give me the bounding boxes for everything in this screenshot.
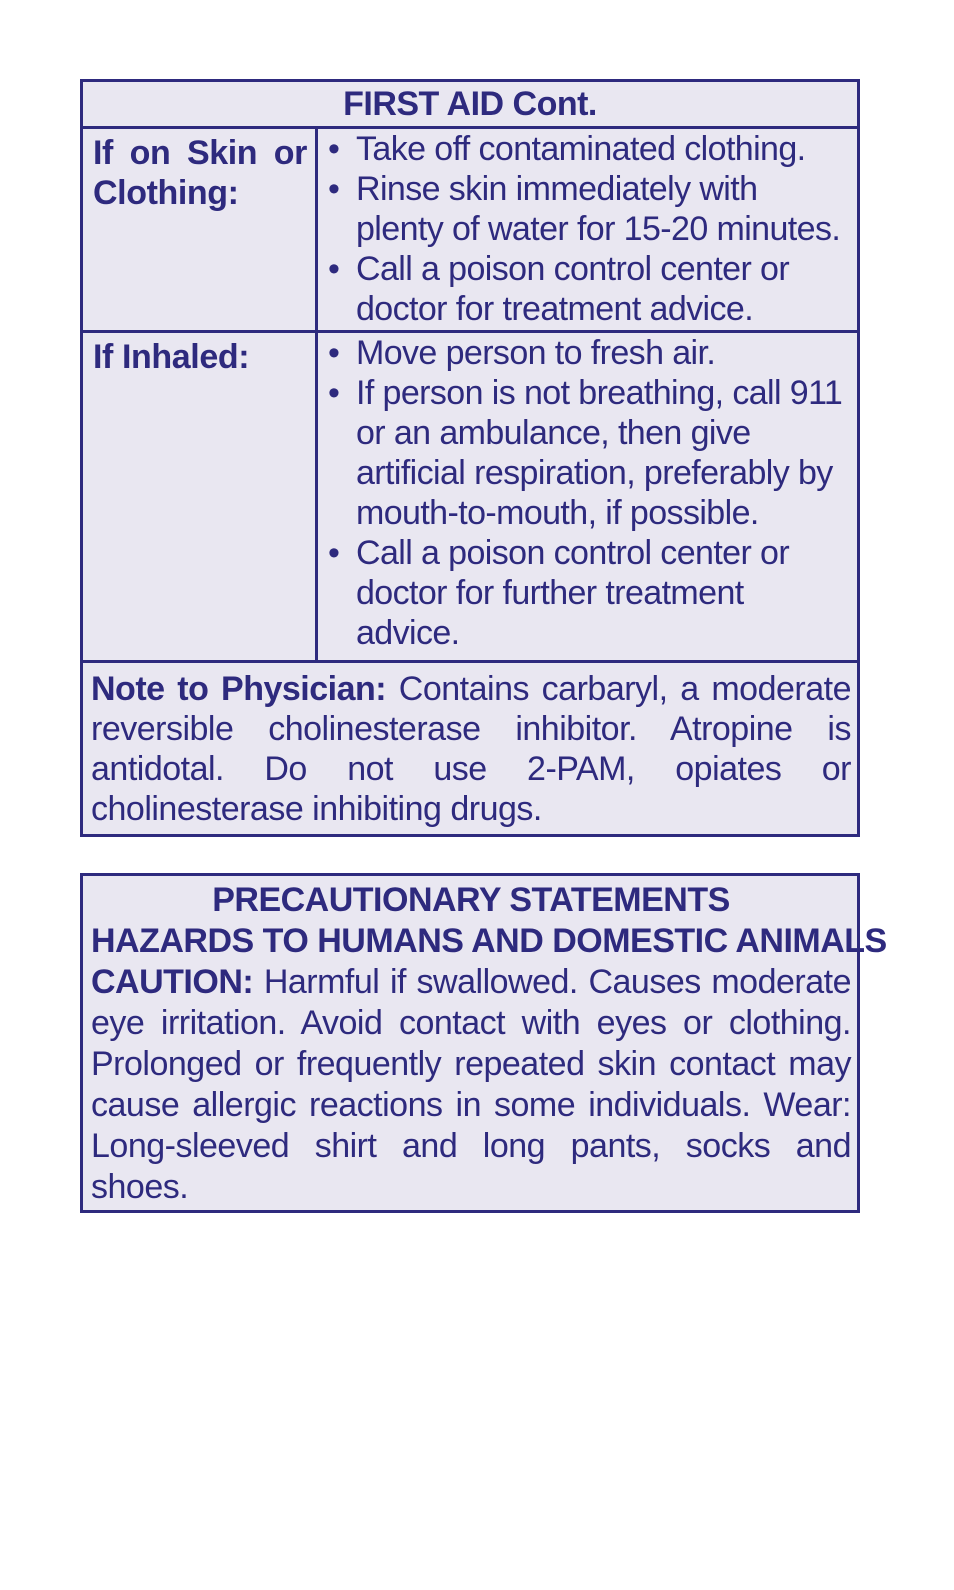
inhaled-label: If Inhaled: xyxy=(83,333,318,660)
list-item: • Call a poison control center or doctor for treatment advice. xyxy=(328,250,790,328)
precautionary-panel xyxy=(80,873,887,1213)
inhaled-instructions xyxy=(318,333,857,660)
first-aid-title: FIRST AID Cont. xyxy=(83,82,857,129)
note-label: Note to Physician: xyxy=(91,670,387,708)
list-item: • Call a poison control center or doctor for further treatment advice. xyxy=(328,534,790,652)
list-item: • Take off contaminated clothing. xyxy=(328,130,806,168)
bullet: • xyxy=(328,250,340,288)
skin-instructions xyxy=(318,129,857,330)
bullet: • xyxy=(328,170,340,208)
caution-paragraph xyxy=(91,962,851,1208)
precautionary-title: PRECAUTIONARY STATEMENTS xyxy=(212,881,730,919)
skin-row xyxy=(83,129,857,333)
skin-label: If on Skin or Clothing: xyxy=(83,129,318,330)
hazards-subtitle: HAZARDS TO HUMANS AND DOMESTIC ANIMALS xyxy=(91,922,887,960)
note-text: Contains carbaryl, a moderate reversible cholinesterase inhibitor. Atropine is antidotal. Do not use 2-PAM, opiates or cholinesterase inhibiting drugs. xyxy=(91,670,851,828)
list-item: • Rinse skin immediately with plenty of water for 15-20 minutes. xyxy=(328,170,841,248)
inhaled-row xyxy=(83,333,857,663)
first-aid-panel xyxy=(80,79,860,837)
list-item: • Move person to fresh air. xyxy=(328,334,716,372)
caution-label: CAUTION: xyxy=(91,963,254,1001)
bullet: • xyxy=(328,130,340,168)
bullet: • xyxy=(328,534,340,572)
bullet: • xyxy=(328,334,340,372)
bullet: • xyxy=(328,374,340,412)
caution-text: Harmful if swallowed. Causes moderate eye irritation. Avoid contact with eyes or clothing. Prolonged or frequently repeated skin contact may cause allergic reactions in some individuals. Wear: Long-sleeved shirt and long pants, socks and shoes. xyxy=(91,963,851,1206)
list-item: • If person is not breathing, call 911 or an ambulance, then give artificial respiration, preferably by mouth-to-mouth, if possible. xyxy=(328,374,843,532)
note-to-physician xyxy=(83,663,857,829)
